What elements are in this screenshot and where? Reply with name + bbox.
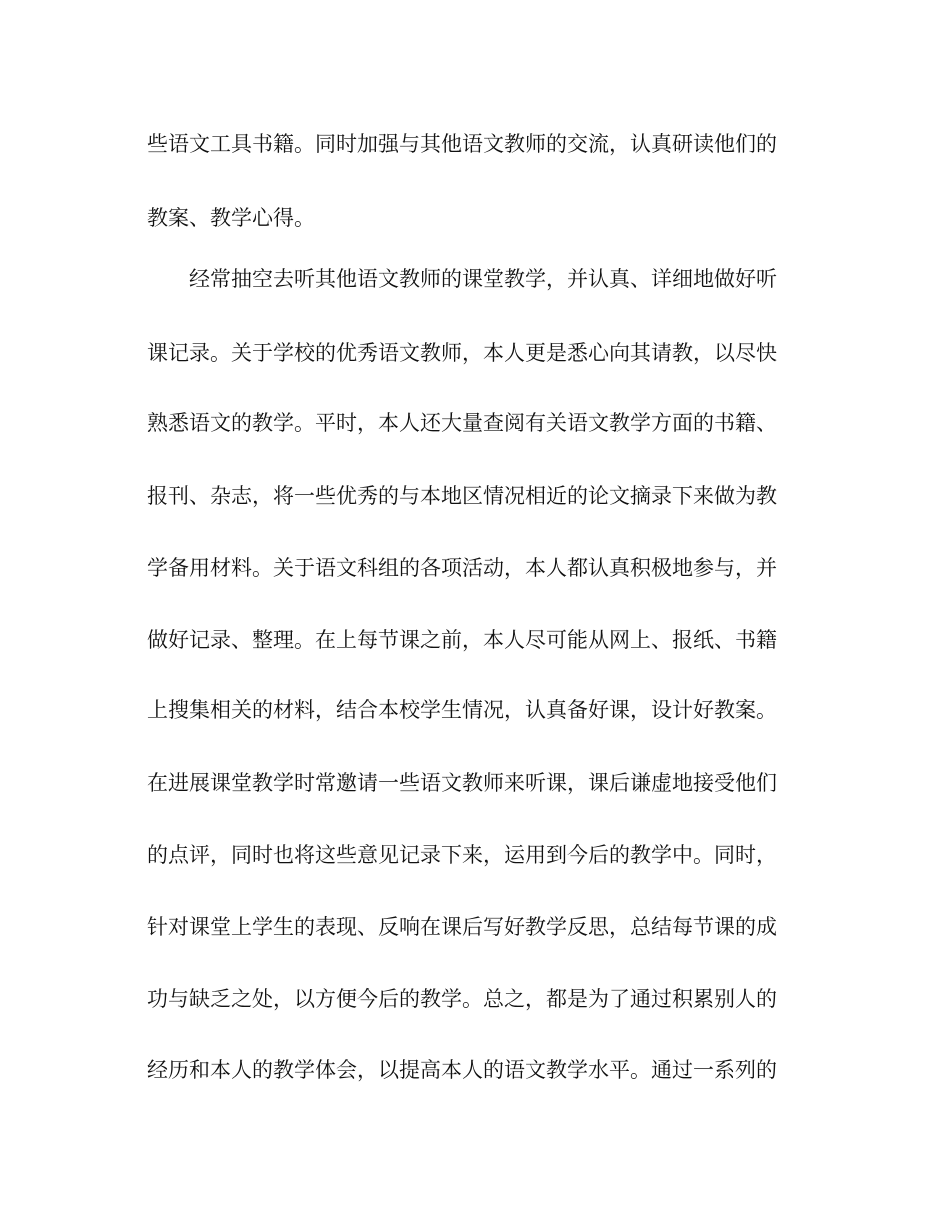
- text-line: 在进展课堂教学时常邀请一些语文教师来听课，课后谦虚地接受他们: [147, 771, 777, 795]
- text-line: 功与缺乏之处，以方便今后的教学。总之，都是为了通过积累别人的: [147, 987, 777, 1011]
- text-line: 课记录。关于学校的优秀语文教师，本人更是悉心向其请教，以尽快: [147, 341, 777, 365]
- text-line: 些语文工具书籍。同时加强与其他语文教师的交流，认真研读他们的: [147, 132, 777, 156]
- text-line: 教案、教学心得。: [147, 206, 315, 230]
- text-line: 的点评，同时也将这些意见记录下来，运用到今后的教学中。同时，: [147, 843, 777, 867]
- paragraph-first-line: 经常抽空去听其他语文教师的课堂教学，并认真、详细地做好听: [189, 267, 777, 291]
- text-line: 学备用材料。关于语文科组的各项活动，本人都认真积极地参与，并: [147, 556, 777, 580]
- text-line: 经历和本人的教学体会，以提高本人的语文教学水平。通过一系列的: [147, 1058, 777, 1082]
- text-line: 报刊、杂志，将一些优秀的与本地区情况相近的论文摘录下来做为教: [147, 484, 777, 508]
- text-line: 做好记录、整理。在上每节课之前，本人尽可能从网上、报纸、书籍: [147, 628, 777, 652]
- text-line: 针对课堂上学生的表现、反响在课后写好教学反思，总结每节课的成: [147, 915, 777, 939]
- text-line: 熟悉语文的教学。平时，本人还大量查阅有关语文教学方面的书籍、: [147, 411, 777, 435]
- text-line: 上搜集相关的材料，结合本校学生情况，认真备好课，设计好教案。: [147, 698, 777, 722]
